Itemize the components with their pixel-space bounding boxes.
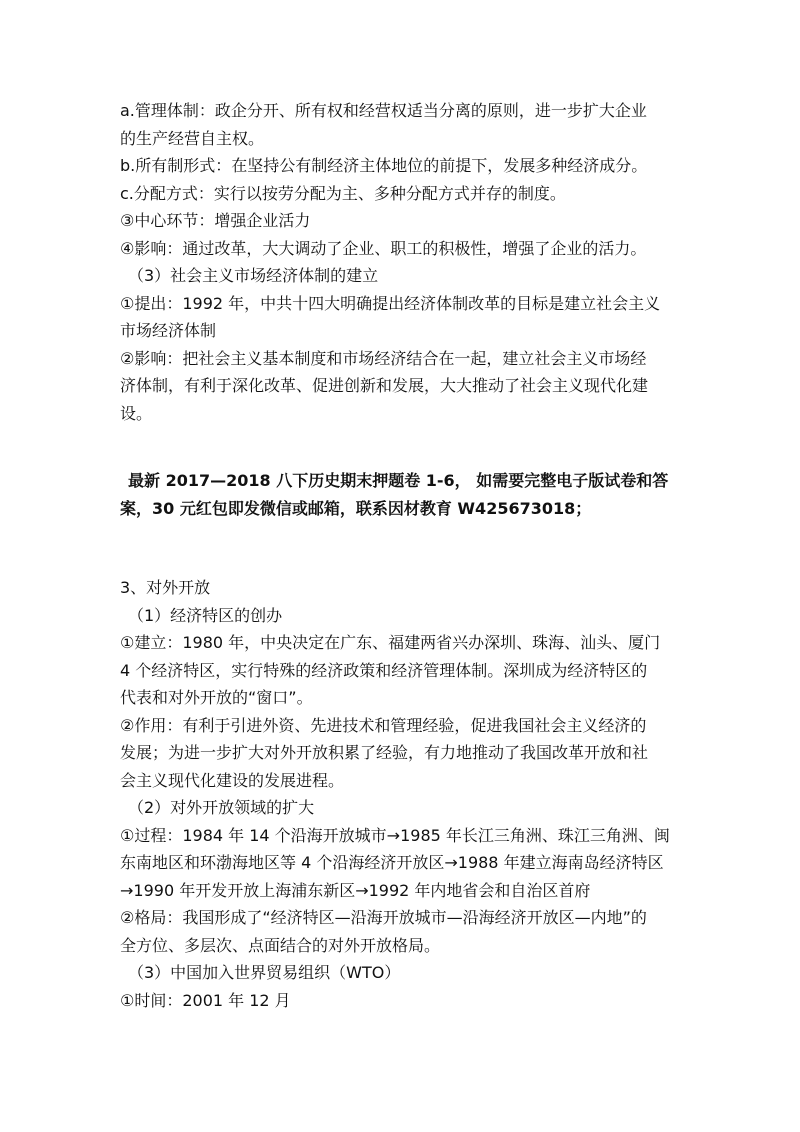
text-line: b.所有制形式：在坚持公有制经济主体地位的前提下，发展多种经济成分。 bbox=[120, 156, 648, 175]
promo-notice bbox=[120, 467, 690, 522]
text-line: 代表和对外开放的“窗口”。 bbox=[120, 688, 313, 707]
text-line: 济体制，有利于深化改革、促进创新和发展，大大推动了社会主义现代化建 bbox=[120, 376, 649, 395]
text-line: ①建立：1980 年，中央决定在广东、福建两省兴办深圳、珠海、汕头、厦门 bbox=[120, 633, 661, 652]
text-line: ④影响：通过改革，大大调动了企业、职工的积极性，增强了企业的活力。 bbox=[120, 238, 647, 258]
notice-line: 最新 2017—2018 八下历史期末押题卷 1-6， 如需要完整电子版试卷和答 bbox=[128, 471, 669, 490]
text-line: 会主义现代化建设的发展进程。 bbox=[120, 770, 345, 790]
subsection-heading: （3）社会主义市场经济体制的建立 bbox=[128, 266, 379, 285]
document-content bbox=[120, 97, 690, 1014]
text-line: ②影响：把社会主义基本制度和市场经济结合在一起，建立社会主义市场经 bbox=[120, 348, 647, 368]
text-line: ②作用：有利于引进外资、先进技术和管理经验，促进我国社会主义经济的 bbox=[120, 715, 647, 735]
text-line: ①提出：1992 年，中共十四大明确提出经济体制改革的目标是建立社会主义 bbox=[120, 293, 661, 313]
section-economic-reform bbox=[120, 97, 690, 427]
text-line: ①时间：2001 年 12 月 bbox=[120, 990, 291, 1010]
text-line: 设。 bbox=[120, 403, 153, 423]
section-heading: 3、对外开放 bbox=[120, 578, 211, 597]
subsection-heading: （1）经济特区的创办 bbox=[128, 605, 283, 625]
text-line: 全方位、多层次、点面结合的对外开放格局。 bbox=[120, 935, 441, 955]
text-line: ③中心环节：增强企业活力 bbox=[120, 211, 311, 230]
subsection-heading: （2）对外开放领域的扩大 bbox=[128, 798, 315, 817]
text-line: 市场经济体制 bbox=[120, 321, 217, 340]
section-opening-up bbox=[120, 574, 690, 1014]
text-line: ①过程：1984 年 14 个沿海开放城市→1985 年长江三角洲、珠江三角洲、闽 bbox=[120, 825, 670, 845]
text-line: 4 个经济特区，实行特殊的经济政策和经济管理体制。深圳成为经济特区的 bbox=[120, 660, 648, 680]
text-line: 的生产经营自主权。 bbox=[120, 128, 265, 148]
text-line: 东南地区和环渤海地区等 4 个沿海经济开放区→1988 年建立海南岛经济特区 bbox=[120, 853, 664, 872]
text-line: 发展；为进一步扩大对外开放积累了经验，有力地推动了我国改革开放和社 bbox=[120, 743, 649, 762]
text-line: a.管理体制：政企分开、所有权和经营权适当分离的原则，进一步扩大企业 bbox=[120, 101, 647, 120]
subsection-heading: （3）中国加入世界贸易组织（WTO） bbox=[128, 963, 401, 982]
text-line: ②格局：我国形成了“经济特区—沿海开放城市—沿海经济开放区—内地”的 bbox=[120, 908, 647, 927]
text-line: c.分配方式：实行以按劳分配为主、多种分配方式并存的制度。 bbox=[120, 183, 566, 203]
notice-line: 案，30 元红包即发微信或邮箱，联系因材教育 W425673018； bbox=[120, 498, 592, 518]
text-line: →1990 年开发开放上海浦东新区→1992 年内地省会和自治区首府 bbox=[120, 880, 591, 900]
